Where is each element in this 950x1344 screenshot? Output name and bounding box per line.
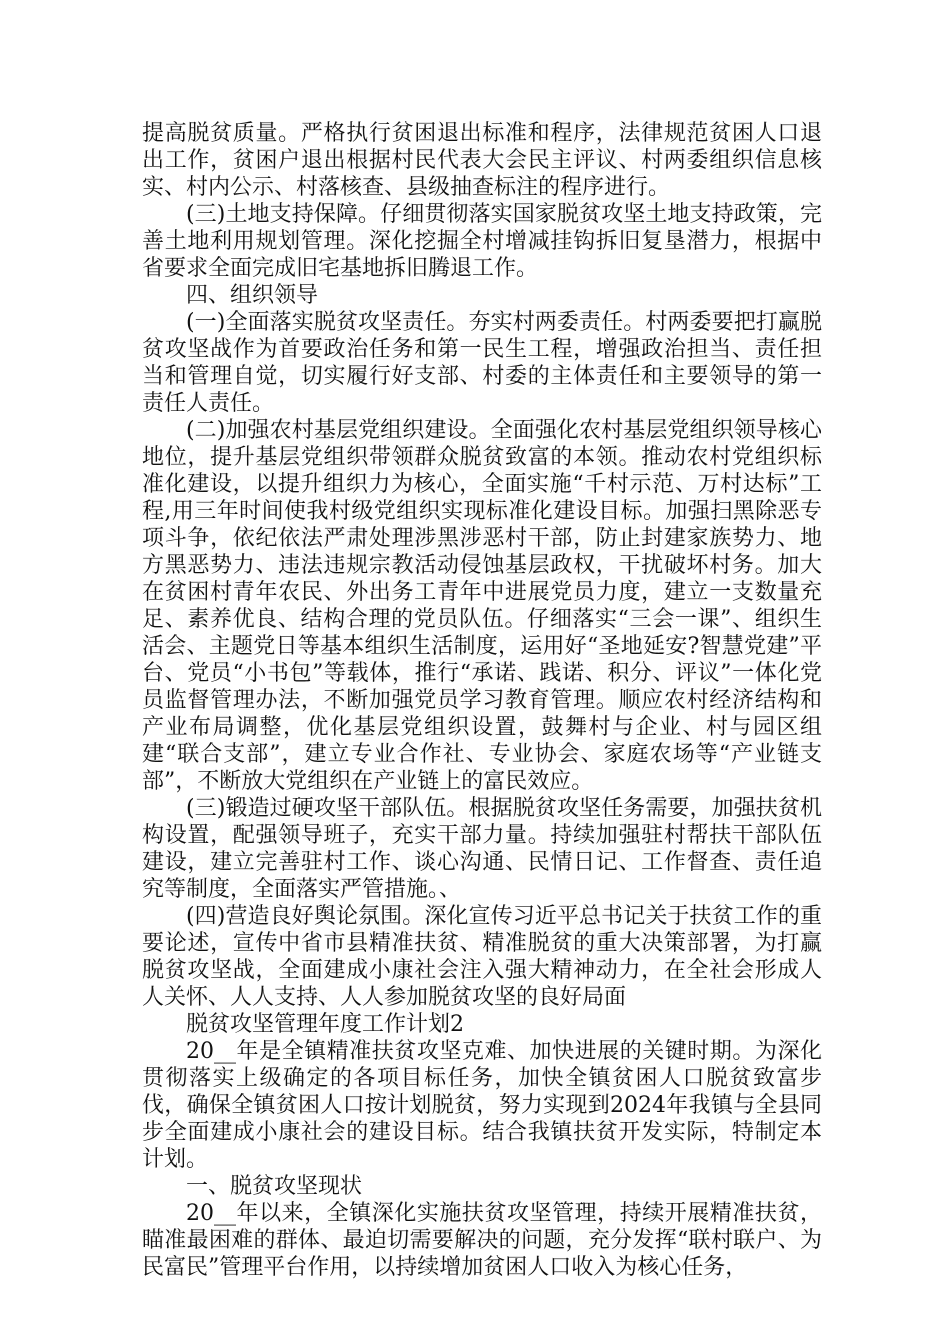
paragraph-party-building: (二)加强农村基层党组织建设。全面强化农村基层党组织领导核心地位，提升基层党组织带领群众脱贫致富的本领。推动农村党组织标准化建设，以提升组织力为核心，全面实施“千村示范、万村达标”工程,用三年时间使我村级党组织实现标准化建设目标。加强扫黑除恶专项斗争，依纪依法严肃处理涉黑涉恶村干部，防止封建家族势力、地方黑恶势力、违法违规宗教活动侵蚀基层政权，干扰破坏村务。加大在贫困村青年农民、外出务工青年中进展党员力度，建立一支数量充足、素养优良、结构合理的党员队伍。仔细落实“三会一课”、组织生活会、主题党日等基本组织生活制度，运用好“圣地延安?智慧党建”平台、党员“小书包”等载体，推行“承诺、践诺、积分、评议”一体化党员监督管理办法，不断加强党员学习教育管理。顺应农村经济结构和产业布局调整，优化基层党组织设置，鼓舞村与企业、村与园区组建“联合支部”，建立专业合作社、专业协会、家庭农场等“产业链支部”，不断放大党组织在产业链上的富民效应。 (142, 418, 822, 794)
paragraph-public-opinion: (四)营造良好舆论氛围。深化宣传习近平总书记关于扶贫工作的重要论述，宣传中省市县精准扶贫、精准脱贫的重大决策部署，为打赢脱贫攻坚战，全面建成小康社会注入强大精神动力，在全社会形成人人关怀、人人支持、人人参加脱贫攻坚的良好局面 (142, 904, 822, 1010)
section-heading-status: 一、脱贫攻坚现状 (186, 1174, 363, 1199)
paragraph-plan-intro: 20__年是全镇精准扶贫攻坚克难、加快进展的关键时期。为深化贯彻落实上级确定的各项目标任务，加快全镇贫困人口脱贫致富步伐，确保全镇贫困人口按计划脱贫，努力实现到2024年我镇与全县同步全面建成小康社会的建设目标。结合我镇扶贫开发实际，特制定本计划。 (142, 1039, 822, 1172)
paragraph-status: 20__年以来，全镇深化实施扶贫攻坚管理，持续开展精准扶贫，瞄准最困难的群体、最迫切需要解决的问题，充分发挥“联村联户、为民富民”管理平台作用，以持续增加贫困人口收入为核心任务， (142, 1201, 822, 1280)
paragraph-1: 提高脱贫质量。严格执行贫困退出标准和程序，法律规范贫困人口退出工作，贫困户退出根据村民代表大会民主评议、村两委组织信息核实、村内公示、村落核查、县级抽查标注的程序进行。 (142, 121, 822, 200)
paragraph-responsibility: (一)全面落实脱贫攻坚责任。夯实村两委责任。村两委要把打赢脱贫攻坚战作为首要政治任务和第一民生工程，增强政治担当、责任担当和管理自觉，切实履行好支部、村委的主体责任和主要领导的第一责任人责任。 (142, 310, 822, 416)
document-body (142, 120, 822, 1281)
paragraph-land-support: (三)土地支持保障。仔细贯彻落实国家脱贫攻坚土地支持政策，完善土地利用规划管理。深化挖掘全村增减挂钩拆旧复垦潜力，根据中省要求全面完成旧宅基地拆旧腾退工作。 (142, 202, 822, 281)
section-heading-organization: 四、组织领导 (186, 283, 319, 308)
plan-title: 脱贫攻坚管理年度工作计划2 (186, 1012, 464, 1037)
paragraph-cadre-team: (三)锻造过硬攻坚干部队伍。根据脱贫攻坚任务需要，加强扶贫机构设置，配强领导班子，充实干部力量。持续加强驻村帮扶干部队伍建设，建立完善驻村工作、谈心沟通、民情日记、工作督查、责任追究等制度，全面落实严管措施。、 (142, 796, 822, 902)
